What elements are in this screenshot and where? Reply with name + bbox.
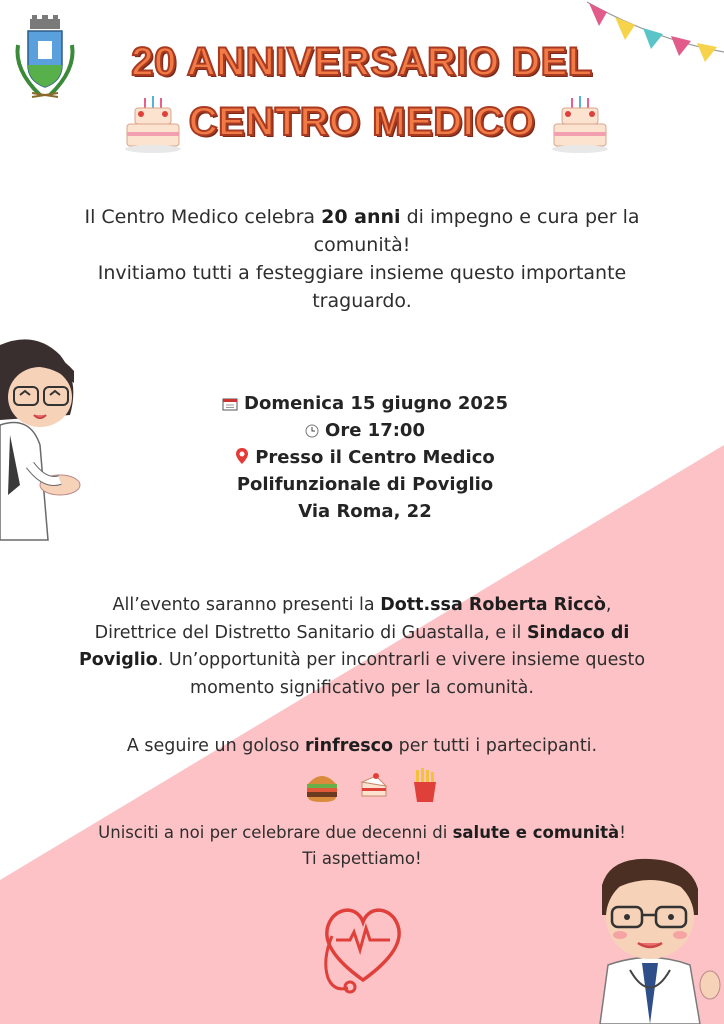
refreshment-line: A seguire un goloso rinfresco per tutti i partecipanti. (126, 736, 598, 756)
cake-icon (552, 92, 608, 154)
event-address: Via Roma, 22 (298, 501, 432, 522)
cake-slice-icon (358, 770, 390, 802)
event-place-1: Presso il Centro Medico (200, 444, 530, 471)
cake-icon (125, 92, 181, 154)
event-time: Ore 17:00 (200, 417, 530, 444)
food-icons (300, 768, 450, 808)
event-date: Domenica 15 giugno 2025 (200, 390, 530, 417)
title-line-1: 20 ANNIVERSARIO DEL (131, 40, 593, 84)
closing-paragraph: Unisciti a noi per celebrare due decenni di salute e comunità! Ti aspettiamo! (98, 823, 626, 868)
fries-icon (410, 768, 440, 804)
guests-paragraph: All’evento saranno presenti la Dott.ssa Roberta Riccò, Direttrice del Distretto Sanitario di Guastalla, e il Sindaco di Poviglio. Un’opportunità per incontrarli e vivere insieme questo momento significativo per la comunità. (78, 595, 646, 698)
doctor-woman-icon (0, 335, 90, 545)
event-details (200, 390, 530, 525)
burger-icon (304, 768, 340, 804)
clock-icon (305, 424, 319, 438)
title-line-2: CENTRO MEDICO (188, 100, 536, 144)
heart-stethoscope-icon (318, 900, 408, 1000)
location-pin-icon (235, 447, 249, 465)
doctor-man-icon (590, 855, 724, 1024)
intro-paragraph: Il Centro Medico celebra 20 anni di impegno e cura per la comunità! Invitiamo tutti a festeggiare insieme questo importante traguardo. (84, 206, 640, 312)
event-place-2: Polifunzionale di Poviglio (236, 474, 494, 495)
calendar-icon (222, 397, 238, 411)
